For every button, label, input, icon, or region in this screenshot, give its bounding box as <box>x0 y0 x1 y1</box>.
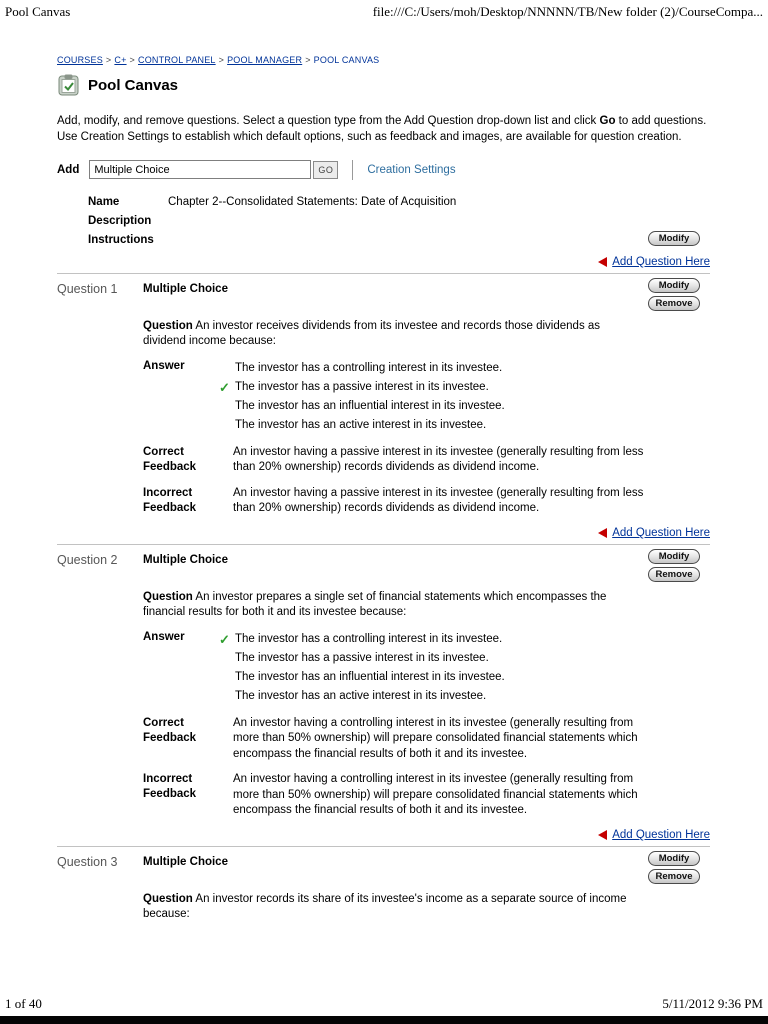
correct-answer-check-icon: ✓ <box>219 631 230 647</box>
question-header <box>57 279 710 309</box>
modify-question-button[interactable]: Modify <box>648 851 700 866</box>
question-type-label: Multiple Choice <box>143 855 228 868</box>
correct-feedback-label: Correct Feedback <box>143 716 197 744</box>
question-type-label: Multiple Choice <box>143 282 228 295</box>
question-text-row <box>143 319 635 350</box>
pool-instructions-row <box>88 234 710 246</box>
modify-pool-button[interactable]: Modify <box>648 231 700 246</box>
pool-name-value: Chapter 2--Consolidated Statements: Date of Acquisition <box>168 195 457 208</box>
question-number: Question 2 <box>57 552 118 567</box>
breadcrumb-link-courses[interactable]: COURSES <box>57 55 103 65</box>
correct-feedback-label: Correct Feedback <box>143 445 197 473</box>
answer-option <box>219 668 505 687</box>
question-text: An investor records its share of its investee's income as a separate source of income because: <box>143 892 627 921</box>
print-header <box>5 4 763 20</box>
add-question-arrow-icon <box>598 528 607 538</box>
question-type-select[interactable] <box>89 160 311 179</box>
question-label: Question <box>143 892 193 905</box>
question-actions <box>648 851 700 884</box>
answer-text: The investor has an active interest in its investee. <box>235 689 487 702</box>
answer-check-slot <box>219 416 235 435</box>
answer-label: Answer <box>143 359 185 372</box>
question-text: An investor prepares a single set of financial statements which encompasses the financial results for both it and its investee because: <box>143 590 607 619</box>
page-bottom-bar <box>0 1016 768 1024</box>
answer-text: The investor has a controlling interest in its investee. <box>235 361 503 374</box>
intro-text <box>57 113 710 146</box>
pool-canvas-icon <box>57 73 81 97</box>
modify-question-button[interactable]: Modify <box>648 549 700 564</box>
question-body <box>143 892 710 923</box>
incorrect-feedback-text: An investor having a passive interest in its investee (generally resulting from less than 20% ownership) records dividends as dividend income. <box>233 486 644 515</box>
question-label: Question <box>143 319 193 332</box>
incorrect-feedback-row <box>143 486 710 517</box>
timestamp: 5/11/2012 9:36 PM <box>662 996 763 1011</box>
answer-option <box>219 630 505 649</box>
print-header-url: file:///C:/Users/moh/Desktop/NNNNN/TB/New folder (2)/CourseCompa... <box>372 4 763 19</box>
breadcrumb-separator: > <box>218 55 225 65</box>
question-body <box>143 590 710 819</box>
answer-list <box>219 630 505 706</box>
remove-question-button[interactable]: Remove <box>648 869 700 884</box>
answer-text: The investor has an active interest in its investee. <box>235 418 487 431</box>
answer-text: The investor has an influential interest in its investee. <box>235 399 505 412</box>
incorrect-feedback-label: Incorrect Feedback <box>143 486 197 514</box>
answer-text: The investor has a passive interest in its investee. <box>235 380 489 393</box>
question-section-3 <box>57 846 710 923</box>
pool-description-row <box>88 215 710 227</box>
question-header <box>57 550 710 580</box>
correct-feedback-row <box>143 716 710 763</box>
modify-question-button[interactable]: Modify <box>648 278 700 293</box>
correct-answer-check-icon: ✓ <box>219 379 230 395</box>
answer-option <box>219 687 505 706</box>
add-question-here-link[interactable]: Add Question Here <box>612 255 710 268</box>
add-question-row <box>57 256 710 268</box>
answer-text: The investor has an influential interest in its investee. <box>235 670 505 683</box>
breadcrumb-current-pool-canvas: POOL CANVAS <box>313 55 380 65</box>
title-row <box>57 73 710 97</box>
answer-check-slot <box>219 687 235 706</box>
page-title: Pool Canvas <box>88 76 179 94</box>
add-question-here-link[interactable]: Add Question Here <box>612 828 710 841</box>
question-number: Question 1 <box>57 281 118 296</box>
answer-check-slot <box>219 649 235 668</box>
question-label: Question <box>143 590 193 603</box>
answer-text: The investor has a passive interest in its investee. <box>235 651 489 664</box>
remove-question-button[interactable]: Remove <box>648 567 700 582</box>
answer-option <box>219 359 505 378</box>
answer-check-slot <box>219 359 235 378</box>
add-question-here-link[interactable]: Add Question Here <box>612 526 710 539</box>
breadcrumb-separator: > <box>305 55 311 65</box>
intro-part1: Add, modify, and remove questions. Select a question type from the Add Question drop-down list and click <box>57 115 600 127</box>
question-number: Question 3 <box>57 854 118 869</box>
question-actions <box>648 278 700 311</box>
answer-check-slot <box>219 397 235 416</box>
breadcrumb <box>57 55 710 65</box>
breadcrumb-link-control-panel[interactable]: CONTROL PANEL <box>138 55 216 65</box>
remove-question-button[interactable]: Remove <box>648 296 700 311</box>
question-body <box>143 319 710 517</box>
answer-label: Answer <box>143 630 185 643</box>
correct-feedback-row <box>143 445 710 476</box>
pool-instructions-label: Instructions <box>88 233 154 246</box>
answer-option <box>219 397 505 416</box>
breadcrumb-separator: > <box>129 55 136 65</box>
add-question-row <box>57 829 710 841</box>
answer-option <box>219 649 505 668</box>
intro-go-bold: Go <box>599 115 616 127</box>
pool-name-label: Name <box>88 195 120 208</box>
pool-name-row <box>88 196 710 208</box>
question-text-row <box>143 892 635 923</box>
breadcrumb-link-pool-manager[interactable]: POOL MANAGER <box>227 55 303 65</box>
breadcrumb-link-course[interactable]: C+ <box>114 55 127 65</box>
add-question-row <box>57 527 710 539</box>
add-question-arrow-icon <box>598 830 607 840</box>
question-text: An investor receives dividends from its investee and records those dividends as dividend income because: <box>143 319 601 348</box>
question-text-row <box>143 590 635 621</box>
incorrect-feedback-text: An investor having a controlling interest in its investee (generally resulting from more than 50% ownership) will prepare consolidated financial statements which encompass the financial results of both it and its investee. <box>233 773 638 817</box>
go-button[interactable]: GO <box>313 161 338 179</box>
print-header-title: Pool Canvas <box>5 4 71 19</box>
answer-option <box>219 378 505 397</box>
vertical-divider <box>352 160 353 180</box>
answer-check-slot <box>219 668 235 687</box>
question-type-select-value: Multiple Choice <box>94 163 170 176</box>
pool-info <box>57 196 710 246</box>
intro-part2: to add questions. Use Creation Settings to establish which default options, such as feedback and images, are available for question creation. <box>57 115 707 144</box>
question-section-2 <box>57 544 710 841</box>
answer-option <box>219 416 505 435</box>
answer-block <box>143 630 710 706</box>
creation-settings-link[interactable]: Creation Settings <box>367 163 456 176</box>
print-footer <box>5 996 763 1012</box>
content <box>57 55 710 932</box>
question-type-label: Multiple Choice <box>143 553 228 566</box>
add-question-arrow-icon <box>598 257 607 267</box>
question-header <box>57 852 710 882</box>
answer-block <box>143 359 710 435</box>
correct-feedback-text: An investor having a controlling interest in its investee (generally resulting from more than 50% ownership) will prepare consolidated financial statements which encompass the financial results of both it and its investee. <box>233 716 638 760</box>
pool-description-label: Description <box>88 214 152 227</box>
question-actions <box>648 549 700 582</box>
question-section-1 <box>57 273 710 539</box>
breadcrumb-separator: > <box>105 55 112 65</box>
answer-text: The investor has a controlling interest in its investee. <box>235 632 503 645</box>
add-question-bar <box>57 160 710 180</box>
incorrect-feedback-row <box>143 772 710 819</box>
add-label: Add <box>57 163 80 176</box>
incorrect-feedback-label: Incorrect Feedback <box>143 773 197 801</box>
correct-feedback-text: An investor having a passive interest in its investee (generally resulting from less than 20% ownership) records dividends as dividend income. <box>233 445 644 474</box>
page-number: 1 of 40 <box>5 996 42 1011</box>
answer-list <box>219 359 505 435</box>
